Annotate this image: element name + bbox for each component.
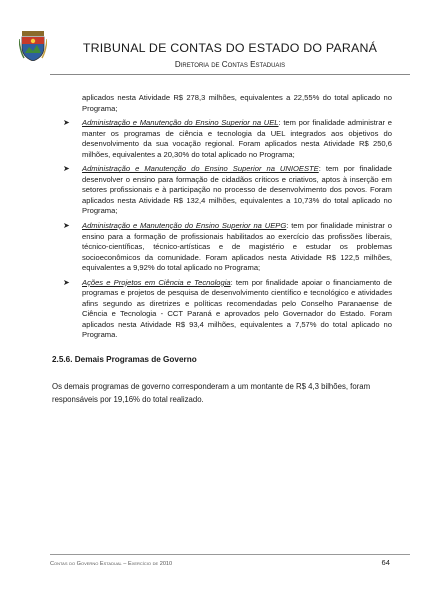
list-item-text: : tem por finalidade ministrar o ensino para a formação de profissionais habilitados ao exercício das profissões liberais, técnico-científicas, técnico-artísticas e de magistério e estudar os problemas socioeconômicos da comunidade. Foram aplicados nesta Atividade R$ 122,5 milhões, equivalentes a 9,92% do total aplicado no Programa; bbox=[82, 221, 392, 273]
page-subtitle: Diretoria de Contas Estaduais bbox=[174, 60, 286, 69]
page-header bbox=[0, 0, 432, 82]
footer-divider bbox=[50, 554, 410, 555]
header-divider bbox=[50, 74, 410, 75]
arrow-bullet-icon: ➤ bbox=[63, 221, 70, 231]
list-item-text: : tem por finalidade administrar e manter os programas de ciência e tecnologia da UEL integrados aos objetivos do desenvolvimento da sua vocação regional. Foram aplicados nesta Atividade R$ 250,6 milhões, equivalentes a 20,30% do total aplicado no Programa; bbox=[82, 118, 392, 159]
arrow-bullet-icon: ➤ bbox=[63, 277, 70, 287]
list-item bbox=[52, 164, 392, 217]
list-item-text: : tem por finalidade apoiar o financiamento de programas e projetos de pesquisa de desenvolvimento científico e tecnológico e atividades afins segundo as diretrizes e políticas recomendadas pelo Conselho Paranaense de Ciência e Tecnologia - CCT Paraná e aprovados pelo Governador do Estado. Foram aplicados nesta Atividade R$ 93,4 milhões, equivalentes a 7,57% do total aplicado no Programa. bbox=[82, 277, 392, 340]
list-item bbox=[52, 278, 392, 341]
list-item-label: Ações e Projetos em Ciência e Tecnologia bbox=[82, 277, 231, 287]
continuation-paragraph: aplicados nesta Atividade R$ 278,3 milhões, equivalentes a 22,55% do total aplicado no Programa; bbox=[82, 93, 392, 113]
body-paragraph: Os demais programas de governo corresponderam a um montante de R$ 4,3 bilhões, foram responsáveis por 19,16% do total realizado. bbox=[52, 381, 371, 405]
coat-of-arms-icon bbox=[19, 31, 47, 61]
list-item bbox=[52, 118, 392, 160]
footer-text: Contas do Governo Estadual – Exercício de 2010 bbox=[50, 561, 173, 567]
main-content bbox=[52, 93, 392, 407]
list-item bbox=[52, 221, 392, 274]
list-item-label: Administração e Manutenção do Ensino Superior na UEL bbox=[82, 118, 279, 128]
list-item-text: : tem por finalidade desenvolver o ensino para formação de cidadãos críticos e criativos, aptos à inserção em setores profissionais e à participação no processo de desenvolvimento dos povos. Foram aplicados nesta Atividade R$ 132,4 milhões, equivalentes a 10,73% do total aplicado no Programa; bbox=[82, 164, 392, 216]
section-heading: 2.5.6. Demais Programas de Governo bbox=[52, 355, 197, 365]
page-title: TRIBUNAL DE CONTAS DO ESTADO DO PARANÁ bbox=[82, 41, 378, 55]
list-item-label: Administração e Manutenção do Ensino Superior na UNIOESTE bbox=[82, 164, 319, 174]
list-item-label: Administração e Manutenção do Ensino Superior na UEPG bbox=[82, 221, 287, 231]
arrow-bullet-icon: ➤ bbox=[63, 118, 70, 128]
arrow-bullet-icon: ➤ bbox=[63, 164, 70, 174]
page-number: 64 bbox=[381, 558, 390, 567]
